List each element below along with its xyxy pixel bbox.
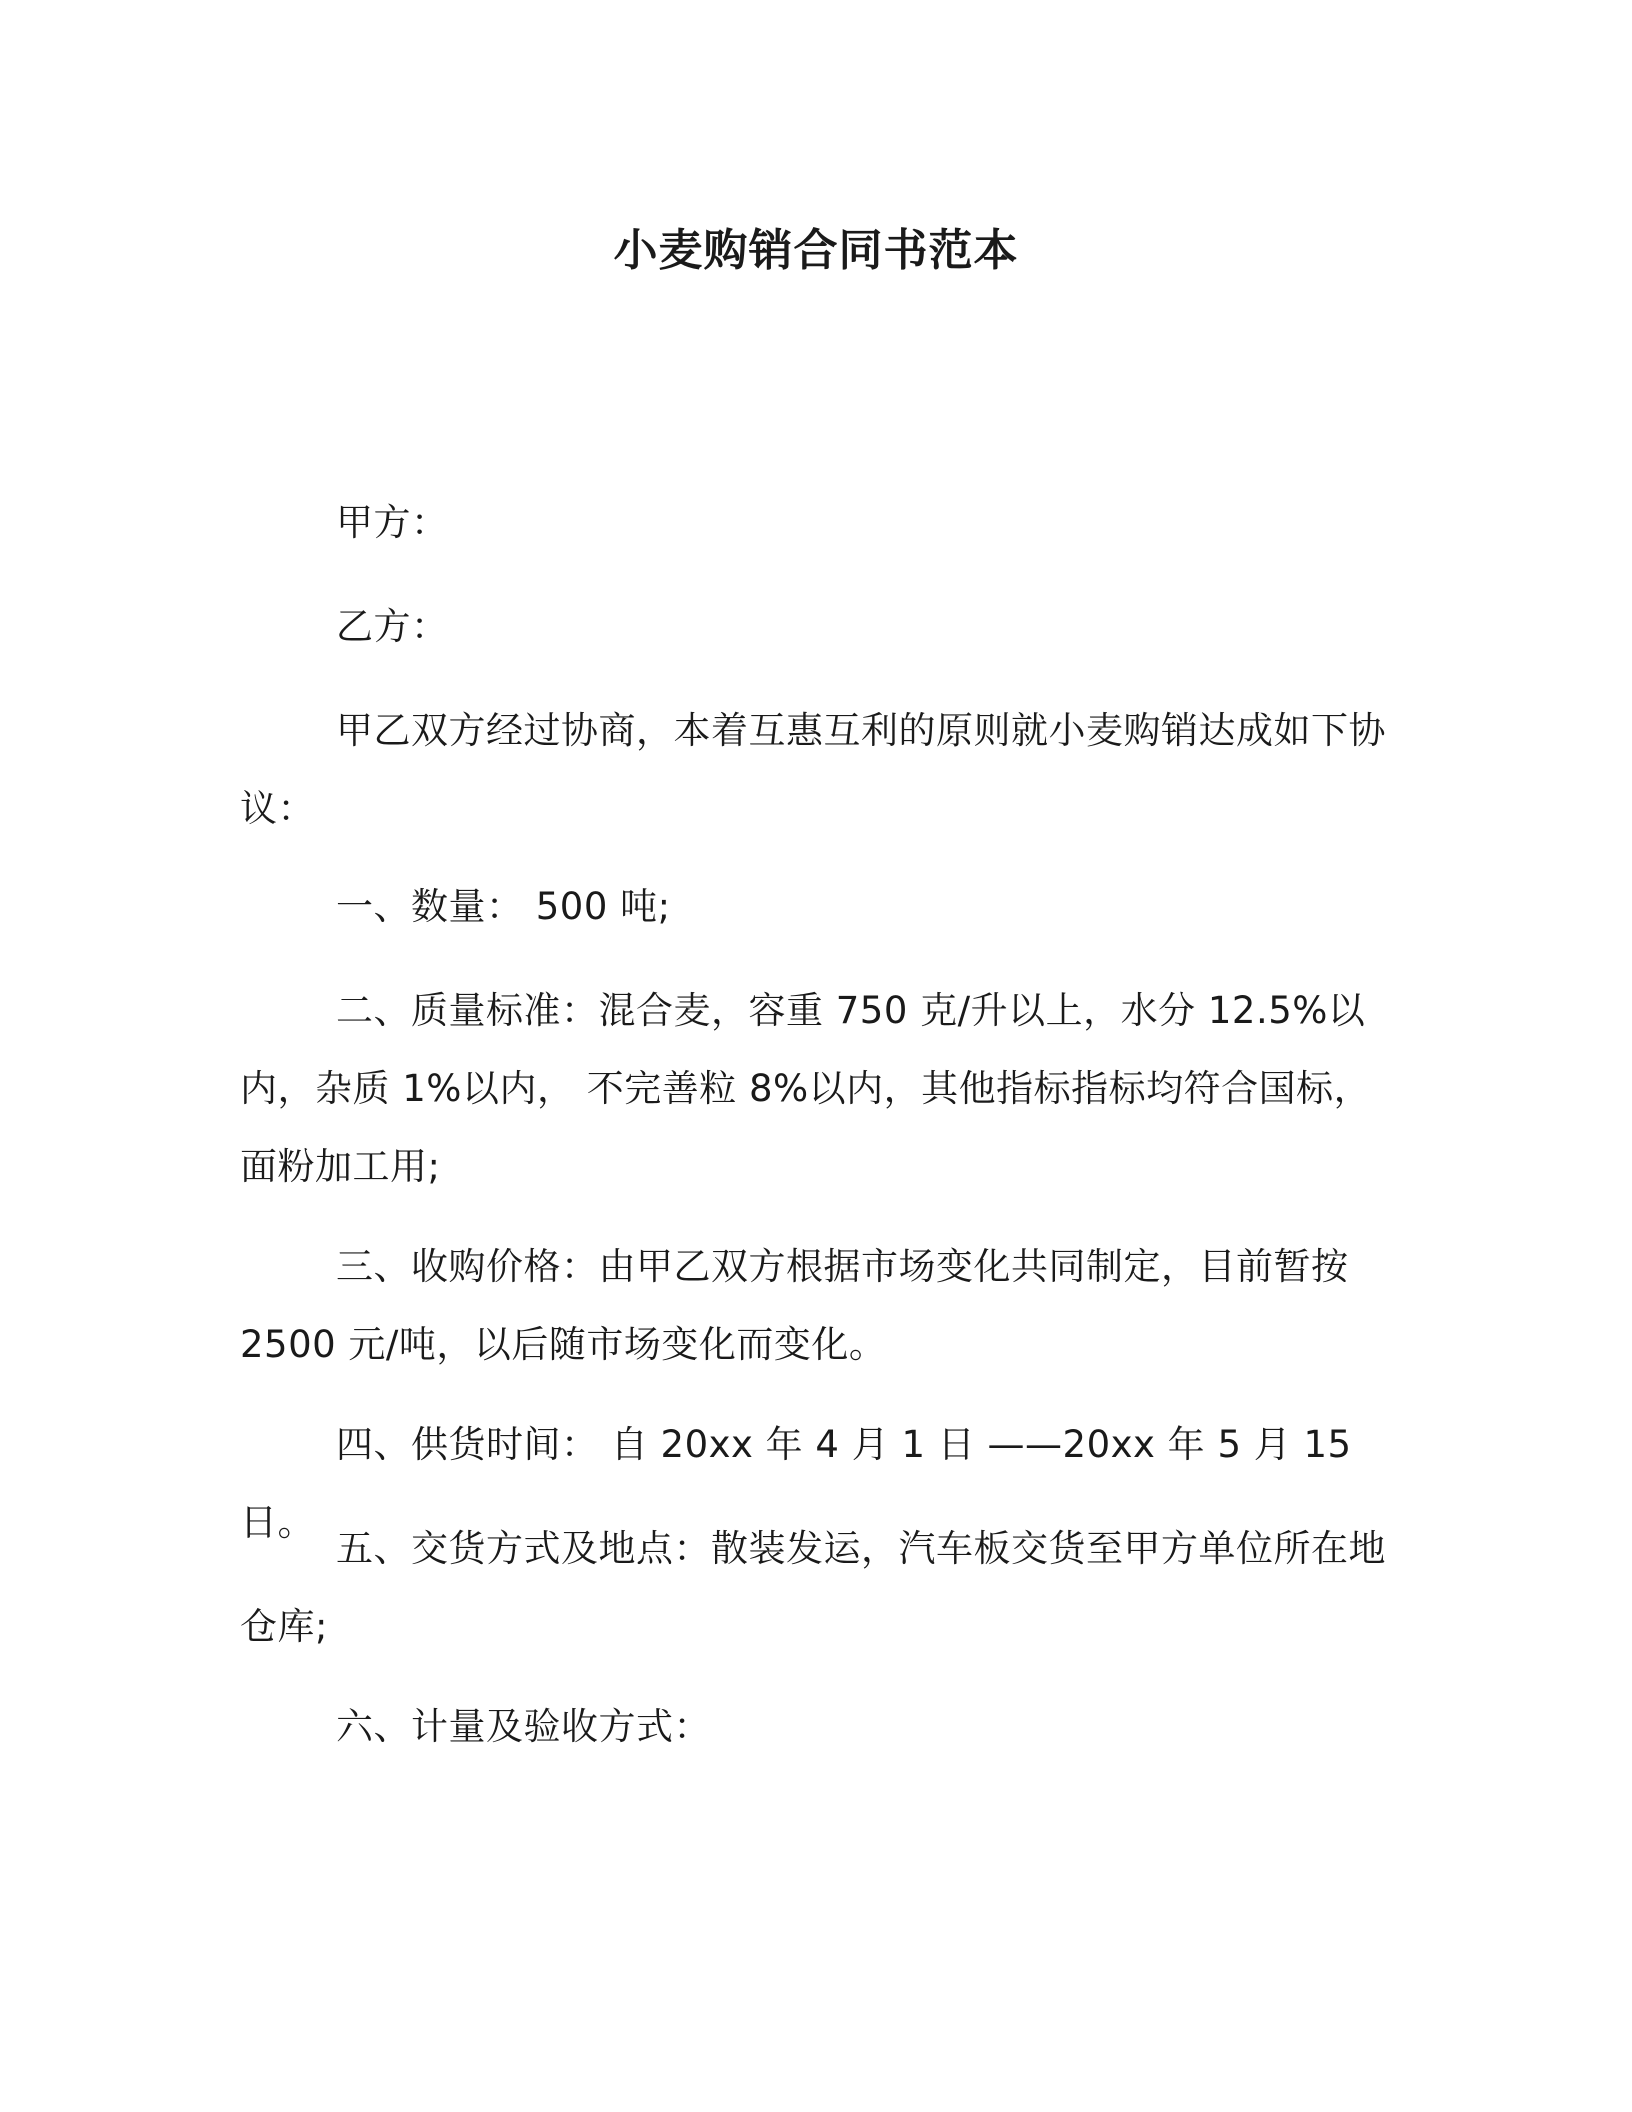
clause-price-text: 三、收购价格：由甲乙双方根据市场变化共同制定，目前暂按 2500 元/吨，以后随市场变化而变化。 (240, 1245, 1361, 1366)
clause-delivery (240, 1510, 1390, 1666)
clause-quality (240, 972, 1390, 1206)
intro-paragraph (240, 692, 1390, 848)
party-a-text: 甲方： (336, 501, 449, 544)
clause-quantity-text: 一、数量： 500 吨; (336, 885, 671, 928)
clause-delivery-text: 五、交货方式及地点：散装发运，汽车板交货至甲方单位所在地仓库; (240, 1527, 1386, 1648)
party-a-line (240, 484, 1390, 562)
clause-measurement-text: 六、计量及验收方式： (336, 1705, 711, 1748)
party-b-text: 乙方： (336, 605, 449, 648)
clause-quality-text: 二、质量标准：混合麦，容重 750 克/升以上，水分 12.5%以内，杂质 1%以内， 不完善粒 8%以内，其他指标指标均符合国标，面粉加工用; (240, 989, 1372, 1188)
party-b-line (240, 588, 1390, 666)
document-title: 小麦购销合同书范本 (613, 225, 1019, 276)
clause-measurement (240, 1688, 1390, 1766)
clause-price (240, 1228, 1390, 1384)
intro-text: 甲乙双方经过协商，本着互惠互利的原则就小麦购销达成如下协议： (240, 709, 1386, 830)
clause-quantity (240, 868, 1390, 946)
clause-supply-time-text: 四、供货时间： 自 20xx 年 4 月 1 日 ——20xx 年 5 月 15 日。 (240, 1423, 1364, 1544)
